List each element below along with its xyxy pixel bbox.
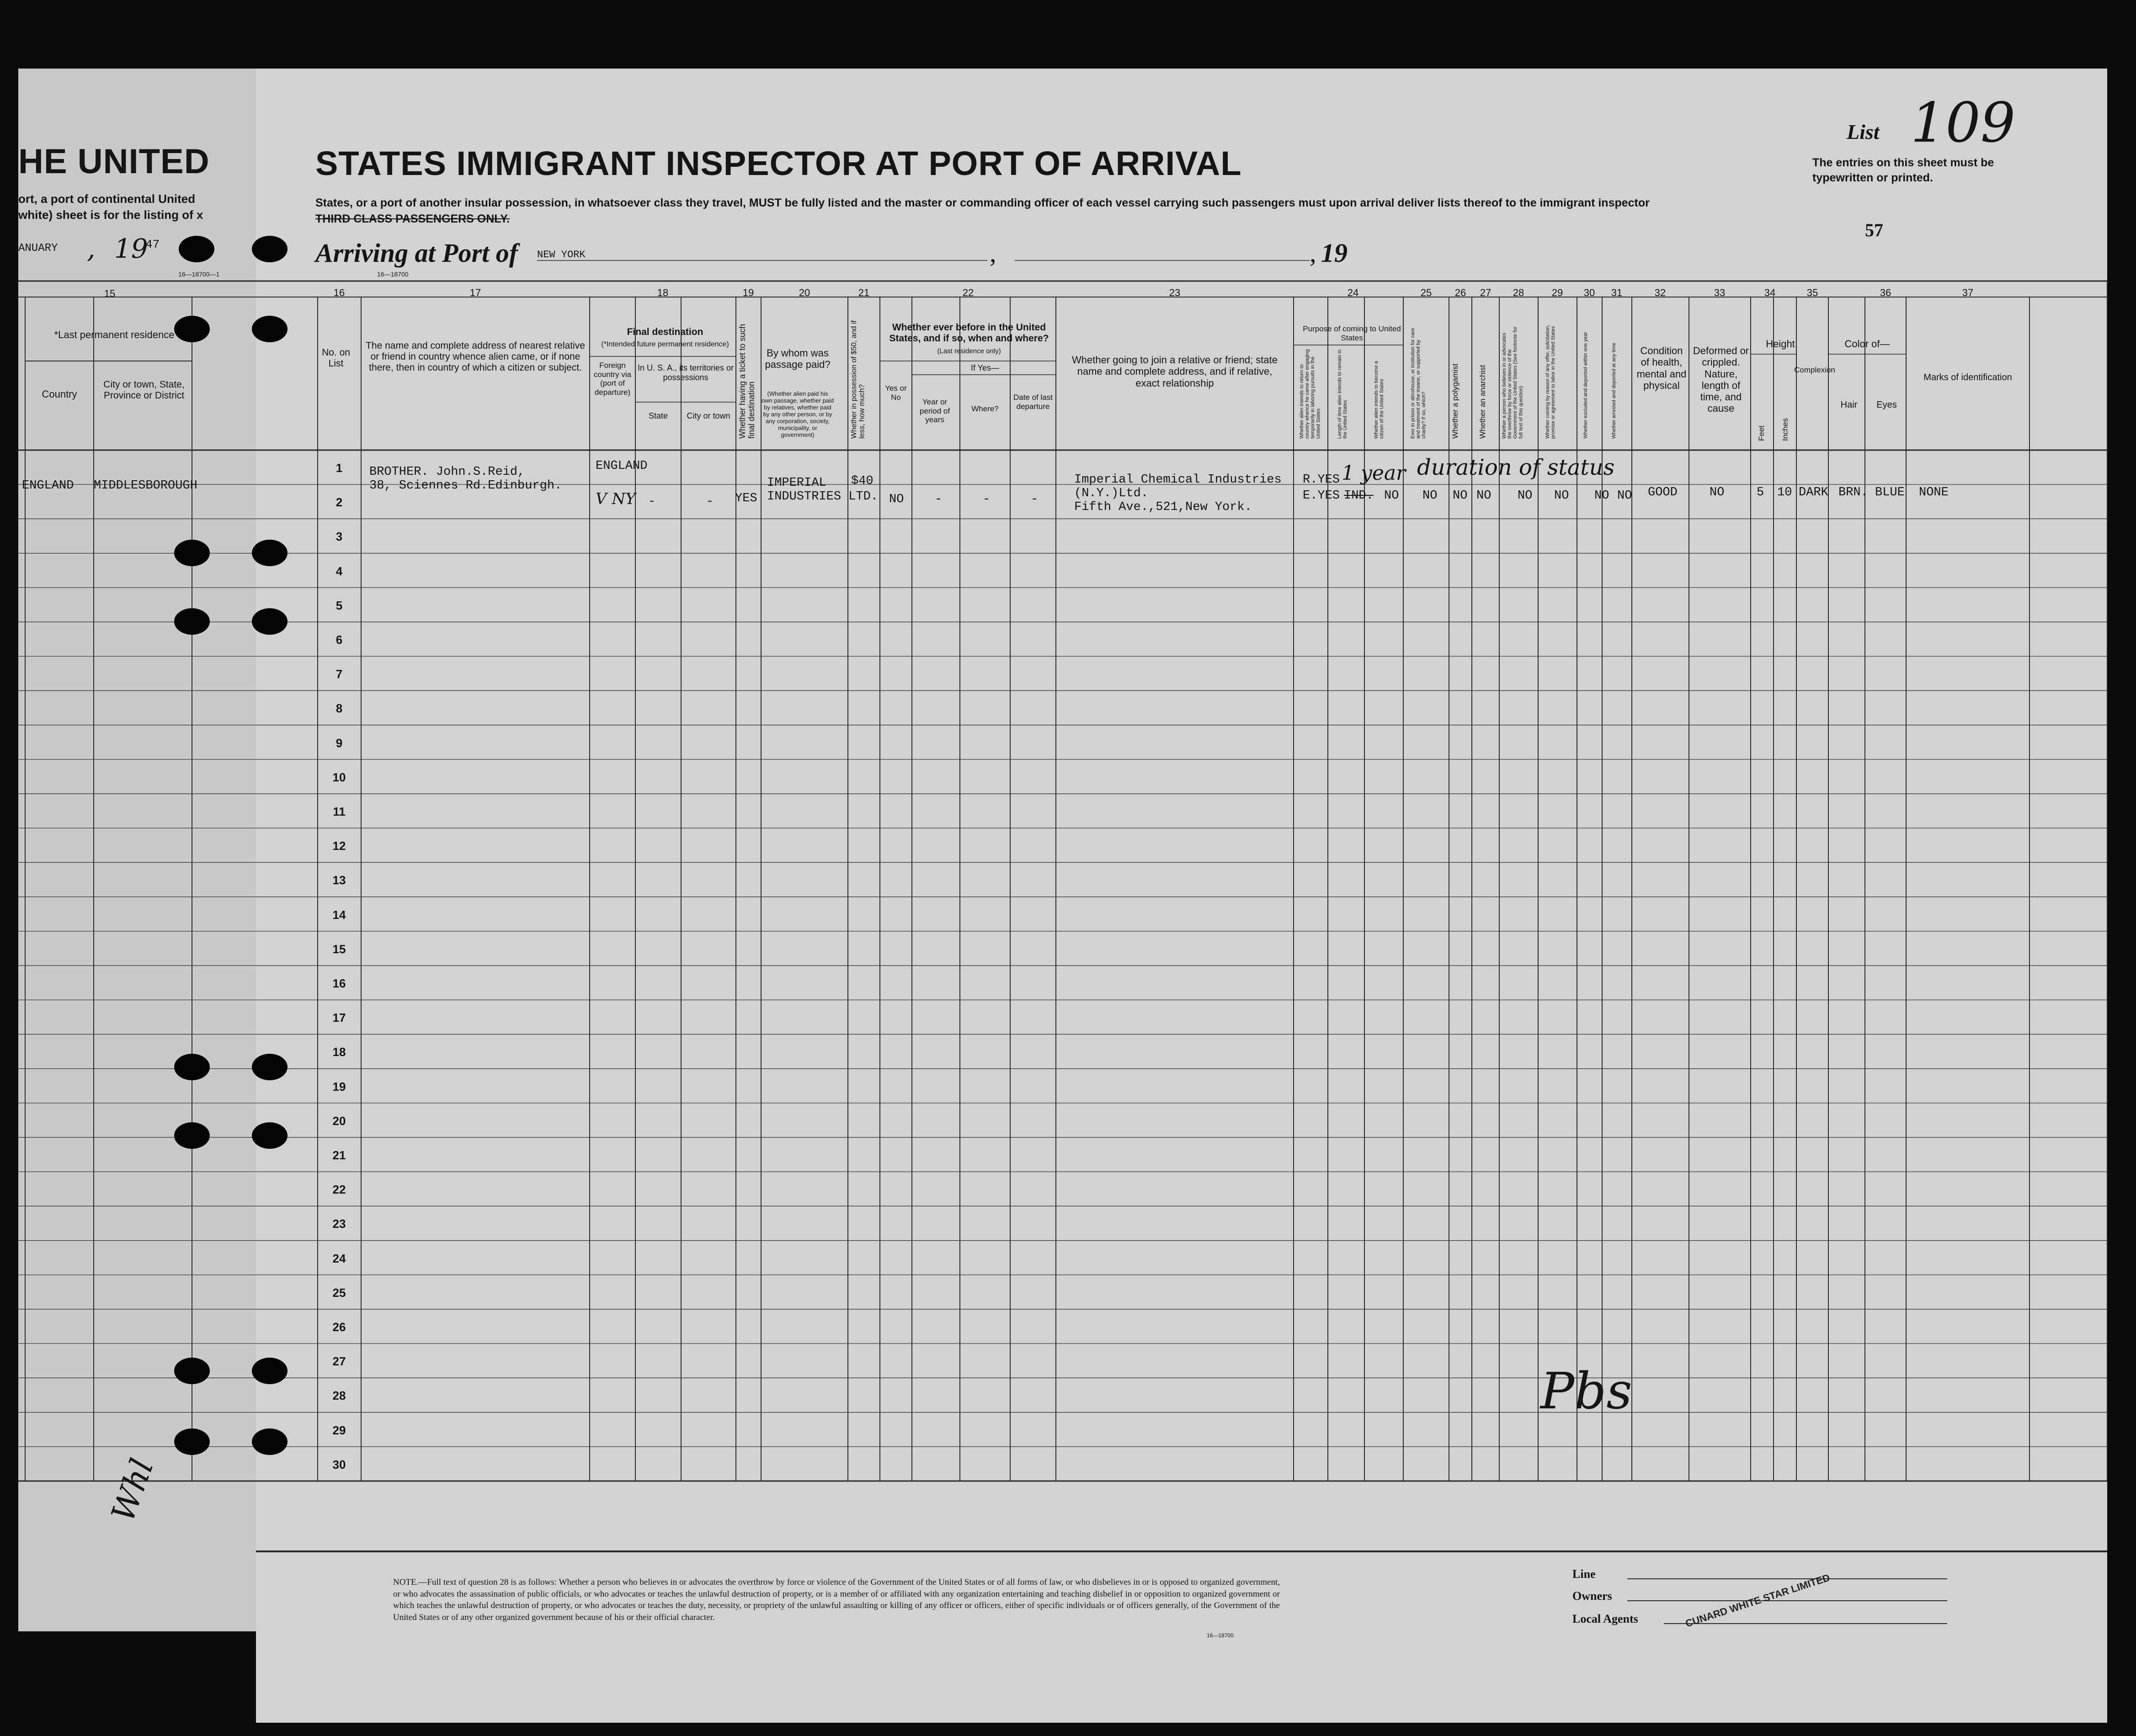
class-line: THIRD CLASS PASSENGERS ONLY. (315, 212, 510, 225)
left-line-1: ort, a port of continental United (18, 192, 196, 206)
row-number: 28 (332, 1389, 346, 1403)
header-polygamist: Whether a polygamist (1451, 363, 1460, 439)
row-number: 12 (332, 839, 346, 853)
left-column-number: 15 (104, 288, 116, 299)
row-number: 17 (332, 1011, 346, 1025)
header-col28: Whether a person who believes in or advocates the overthrow by force or violence of the Government of the United States (See footnote for full text of this question) (1502, 326, 1524, 439)
column-number: 35 (1806, 287, 1818, 298)
entry-hair: BRN. (1838, 486, 1868, 499)
left-date-month: ANUARY (18, 242, 58, 255)
header-marks: Marks of identification (1923, 372, 2012, 382)
header-purpose-a: Whether alien intends to return to country whence he came after engaging temporarily in laboring pursuits in the United States (1299, 349, 1321, 439)
row-number: 16 (332, 977, 346, 990)
row-number: 20 (332, 1114, 346, 1128)
row-number: 19 (332, 1079, 346, 1094)
header-anarchist: Whether an anarchist (1478, 365, 1487, 439)
header-col29: Whether coming by reason of any offer, solicitation, promise or agreement to labor in the United States (1545, 324, 1556, 439)
header-hair: Hair (1840, 400, 1858, 410)
entry-col29: NO (1554, 489, 1569, 503)
row-number: 9 (336, 736, 343, 750)
entry-inches: 10 (1777, 486, 1792, 499)
punch-hole (174, 1054, 210, 1080)
row-number: 27 (332, 1354, 346, 1369)
entry-joining-line2: (N.Y.)Ltd. (1074, 487, 1149, 500)
footer-agents-label: Local Agents (1572, 1612, 1638, 1625)
column-number: 24 (1347, 287, 1359, 298)
entry-purpose-b1: 1 year (1342, 462, 1406, 485)
column-number: 29 (1551, 287, 1563, 298)
entry-where: - (983, 493, 991, 506)
punch-hole (252, 1122, 288, 1149)
left-title-fragment: HE UNITED (18, 142, 210, 181)
instructions-text: States, or a port of another insular possession, in whatsoever class they travel, MUST be fully listed and the master or commanding officer of each vessel carrying such passengers must upon arrival deliver lists thereof to the immigrant inspector (315, 196, 1650, 209)
page-number: 57 (1865, 220, 1883, 240)
header-city-or-town: City or town (687, 411, 730, 420)
entry-col27: NO (1476, 489, 1491, 503)
entry-deformed: NO (1710, 486, 1725, 499)
row-number: 14 (332, 908, 346, 922)
entry-col28: NO (1518, 489, 1533, 503)
header-complexion: Complexion (1794, 366, 1835, 374)
column-number: 26 (1454, 287, 1466, 298)
punch-hole (179, 236, 214, 262)
row-number: 15 (332, 942, 346, 956)
list-number: 109 (1911, 91, 2016, 155)
row-number: 22 (332, 1183, 346, 1197)
row-number: 13 (332, 873, 346, 887)
column-number: 37 (1962, 287, 1974, 298)
header-in-usa: In U. S. A., its territories or possessions (637, 363, 734, 382)
entry-relative-line2: 38, Sciennes Rd.Edinburgh. (369, 479, 562, 493)
header-yes-or-no: Yes or No (885, 384, 907, 402)
entry-city: - (706, 495, 714, 509)
entry-money: $40 (851, 474, 874, 488)
list-label: List (1847, 120, 1880, 143)
header-ever-before-note: (Last residence only) (937, 347, 1001, 355)
column-number: 21 (858, 287, 870, 298)
punch-hole (174, 608, 210, 635)
entry-ever-before: NO (889, 493, 904, 506)
row-number: 26 (332, 1320, 346, 1334)
entry-feet: 5 (1757, 486, 1764, 499)
header-health: Condition of health, mental and physical (1636, 345, 1687, 391)
entry-joining-line1: Imperial Chemical Industries (1074, 473, 1282, 487)
row-number: 24 (332, 1251, 346, 1265)
left-col-city: City or town, State, Province or District (103, 379, 185, 401)
header-ever-before: Whether ever before in the United States, and if so, when and where? (889, 322, 1049, 344)
form-title: STATES IMMIGRANT INSPECTOR AT PORT OF ARRIVAL (315, 144, 1242, 182)
punch-hole (252, 608, 288, 635)
punch-hole (174, 540, 210, 566)
column-number: 19 (742, 287, 754, 298)
header-purpose-c: Whether alien intends to become a citizen of the United States (1374, 361, 1385, 439)
port-comma: , (990, 238, 996, 268)
column-number: 23 (1169, 287, 1181, 298)
header-relative: The name and complete address of nearest relative or friend in country whence alien came, or if none there, then in country of which a citizen or subject. (366, 340, 585, 373)
header-eyes: Eyes (1876, 400, 1897, 410)
entry-col31: NO (1617, 489, 1632, 503)
header-final-destination: Final destination (627, 327, 703, 337)
punch-hole (252, 236, 288, 262)
entry-foreign-country: ENGLAND (596, 459, 648, 473)
punch-hole (174, 1358, 210, 1384)
entry-health: GOOD (1648, 486, 1678, 499)
row-number: 7 (336, 667, 343, 681)
agent-stamp: CUNARD WHITE STAR LIMITED (1684, 1571, 1832, 1630)
footer-note: NOTE.—Full text of question 28 is as follows: Whether a person who believes in or advocates the overthrow by force or violence of the Government of the United States or of all forms of law, or who disbelieves in or is opposed to organized government, or who advocates the assassination of public officials, or who advocates or teaches the unlawful destruction of property, or is a member of or affiliated with any organization entertaining and teaching disbelief in or opposition to organized government or which teaches the unlawful destruction of property, or who advocates or teaches the duty, necessity, or propriety of the unlawful assaulting or killing of any officer or officers, either of specific individuals or of officers generally, of the Government of the United States or of any other organized government because of his or their official character. (393, 1577, 1280, 1622)
header-form-code: 16—18700 (377, 271, 409, 278)
footer-form-code: 16—18700 (1207, 1632, 1234, 1639)
entry-relative-line1: BROTHER. John.S.Reid, (369, 465, 525, 479)
column-number: 30 (1583, 287, 1595, 298)
row-number: 21 (332, 1148, 346, 1162)
header-col30: Whether excluded and deported within one year (1583, 332, 1588, 439)
entry-year-period: - (935, 493, 943, 506)
header-inches: Inches (1781, 418, 1790, 441)
header-if-yes: If Yes— (970, 363, 1000, 372)
entry-passage-line1: IMPERIAL (767, 476, 826, 490)
row-number: 3 (336, 530, 343, 544)
entries-note: The entries on this sheet must be typewritten or printed. (1812, 156, 1994, 184)
footer-owners-label: Owners (1572, 1589, 1612, 1603)
entry-joining-line3: Fifth Ave.,521,New York. (1074, 500, 1252, 514)
column-number: 36 (1880, 287, 1891, 298)
column-number: 32 (1654, 287, 1666, 298)
punch-hole (252, 1054, 288, 1080)
header-height: Height (1766, 338, 1795, 350)
year-comma: , (1310, 238, 1316, 268)
header-feet: Feet (1757, 425, 1766, 441)
column-number: 17 (469, 287, 481, 298)
column-number: 34 (1764, 287, 1776, 298)
header-no-on-list: No. on List (322, 347, 350, 369)
entry-via: V NY (596, 490, 636, 508)
column-number: 22 (962, 287, 974, 298)
entry-purpose-a2: E.YES (1303, 489, 1340, 503)
row-number: 23 (332, 1217, 346, 1231)
column-number: 25 (1420, 287, 1432, 298)
arriving-label: Arriving at Port of (315, 238, 518, 268)
column-number: 16 (333, 287, 345, 298)
punch-hole (252, 316, 288, 342)
header-col31: Whether arrested and deported at any time (1611, 343, 1617, 439)
left-entry-city: MIDDLESBOROUGH (94, 479, 197, 493)
inspector-signature: Pbs (1540, 1362, 1632, 1420)
row-number: 2 (336, 495, 343, 510)
column-number: 28 (1513, 287, 1524, 298)
entry-eyes: BLUE (1875, 486, 1905, 499)
column-number: 27 (1480, 287, 1491, 298)
row-number: 10 (332, 770, 346, 784)
left-col-country: Country (42, 388, 77, 400)
header-deformed: Deformed or crippled. Nature, length of time, and cause (1693, 345, 1749, 414)
left-form-code: 16—18700—1 (178, 271, 220, 278)
column-number: 18 (657, 287, 669, 298)
punch-hole (252, 540, 288, 566)
punch-hole (252, 1358, 288, 1384)
row-number: 18 (332, 1045, 346, 1059)
header-color-of: Color of— (1844, 338, 1890, 350)
header-purpose-b: Length of time alien intends to remain in the United States (1337, 349, 1348, 439)
left-group-header: *Last permanent residence (54, 329, 175, 340)
footer-line-label: Line (1572, 1567, 1596, 1581)
entry-col30: NO (1594, 489, 1609, 503)
left-initials: Whl (104, 1454, 161, 1527)
entry-purpose-a1: R.YES (1303, 473, 1340, 487)
left-line-2: white) sheet is for the listing of x (18, 208, 203, 222)
header-foreign-country: Foreign country via (port of departure) (593, 361, 632, 397)
row-number: 29 (332, 1423, 346, 1437)
punch-hole (174, 316, 210, 342)
entry-complexion: DARK (1799, 486, 1828, 499)
header-year-period: Year or period of years (919, 398, 950, 425)
header-final-destination-note: (*Intended future permanent residence) (601, 340, 729, 348)
row-number: 11 (333, 805, 346, 818)
entry-purpose-b2: IND. (1344, 489, 1374, 503)
header-possession-50: Whether in possession of $50, and if less, how much? (850, 320, 866, 439)
entry-col26: NO (1453, 489, 1468, 503)
punch-hole (252, 1428, 288, 1455)
entry-ticket: YES (735, 492, 757, 505)
handwritten-duration-note: duration of status (1417, 455, 1615, 480)
header-passage-paid: By whom was passage paid? (765, 347, 831, 371)
port-name: NEW YORK (537, 249, 586, 260)
header-joining: Whether going to join a relative or friend; state name and complete address, and if relative, exact relationship (1071, 354, 1278, 389)
row-number: 4 (336, 564, 343, 578)
entry-marks: NONE (1919, 486, 1949, 499)
left-entry-country: ENGLAND (22, 479, 74, 493)
header-passage-paid-note: (Whether alien paid his own passage, whether paid by relatives, whether paid by any other person, or by any corporation, society, municipality, or government) (761, 390, 834, 438)
entry-passage-line2: INDUSTRIES LTD. (767, 490, 879, 504)
row-number: 8 (336, 701, 343, 716)
left-date-year: 19 (114, 233, 148, 264)
column-number: 33 (1714, 287, 1726, 298)
entry-date-departure: - (1031, 493, 1039, 506)
header-where: Where? (971, 404, 999, 413)
punch-hole (174, 1428, 210, 1455)
header-date-last-departure: Date of last departure (1013, 393, 1053, 411)
column-number: 20 (799, 287, 810, 298)
year-prefix: 19 (1321, 238, 1348, 268)
header-prison: Ever in prison or almshouse, or institution for care and treatment of the insane, or supported by charity? If so, which? (1410, 328, 1427, 439)
row-number: 5 (336, 598, 343, 612)
entry-col25: NO (1422, 489, 1438, 503)
header-state: State (648, 411, 668, 420)
entry-purpose-c: NO (1384, 489, 1399, 503)
row-number: 6 (336, 633, 343, 647)
column-number: 31 (1611, 287, 1623, 298)
header-purpose: Purpose of coming to United States (1303, 324, 1401, 342)
left-date-comma: , (87, 233, 96, 264)
row-number: 30 (332, 1457, 346, 1471)
row-number: 25 (332, 1285, 346, 1300)
punch-hole (174, 1122, 210, 1149)
row-number: 1 (336, 461, 343, 475)
left-date-year-suffix: 47 (145, 238, 160, 251)
entry-state: - (648, 495, 656, 509)
header-ticket: Whether having a ticket to such final destination (738, 324, 756, 439)
